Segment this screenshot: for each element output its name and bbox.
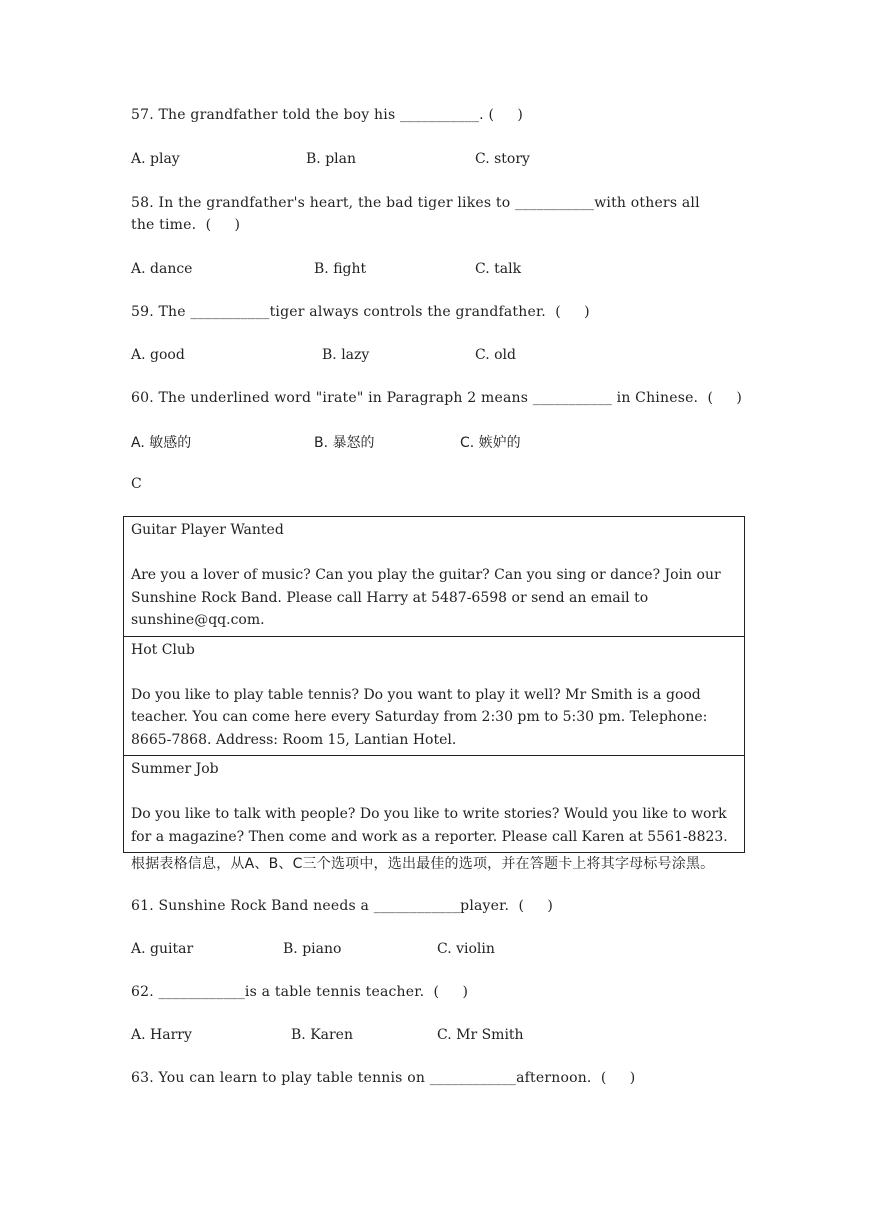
ad-body: Do you like to talk with people? Do you like to write stories? Would you like to work for a magazine? Then come and work as a reporter. Please call Karen at 5561-8823. (131, 806, 728, 845)
option-a: A. dance (131, 261, 193, 277)
question-stem: 61. Sunshine Rock Band needs a ____________player. ( ) (131, 898, 554, 914)
option-c: C. violin (437, 941, 495, 957)
option-c: C. story (475, 151, 530, 167)
ad-summer-job (124, 755, 744, 852)
question-stem: 59. The ___________tiger always controls the grandfather. ( ) (131, 304, 590, 320)
ad-title: Hot Club (131, 641, 195, 658)
question-stem: 62. ____________is a table tennis teacher. ( ) (131, 984, 469, 1000)
option-b: B. piano (283, 941, 342, 957)
option-a: A. play (131, 151, 180, 167)
option-b: B. plan (306, 151, 356, 167)
ad-guitar-player (124, 517, 744, 636)
option-c: C. Mr Smith (437, 1027, 524, 1043)
ad-hot-club (124, 636, 744, 756)
option-b: B. fight (314, 261, 367, 277)
section-letter: C (131, 476, 142, 492)
question-stem-line-1: 58. In the grandfather's heart, the bad tiger likes to ___________with others all (131, 195, 700, 211)
ad-title: Summer Job (131, 761, 219, 777)
option-b: B. lazy (322, 347, 370, 363)
question-stem: 57. The grandfather told the boy his ___________. ( ) (131, 107, 524, 123)
option-a: A. good (131, 347, 185, 363)
ad-title: Guitar Player Wanted (131, 522, 284, 538)
question-stem: 63. You can learn to play table tennis on ____________afternoon. ( ) (131, 1070, 636, 1086)
option-b: B. 暴怒的 (314, 435, 375, 451)
option-b: B. Karen (291, 1027, 353, 1043)
option-c: C. old (475, 347, 516, 363)
option-a: A. 敏感的 (131, 435, 192, 451)
option-c: C. 嫉妒的 (460, 435, 521, 451)
ad-body: Do you like to play table tennis? Do you want to play it well? Mr Smith is a good teacher. You can come here every Saturday from 2:30 pm to 5:30 pm. Telephone: 8665-7868. Address: Room 15, Lantian Hotel. (131, 686, 708, 748)
ad-table (123, 516, 745, 853)
question-stem: 60. The underlined word "irate" in Paragraph 2 means ___________ in Chinese. ( ) (131, 390, 743, 406)
option-a: A. guitar (131, 941, 194, 957)
option-a: A. Harry (131, 1027, 192, 1043)
ad-body: Are you a lover of music? Can you play the guitar? Can you sing or dance? Join our Sunshine Rock Band. Please call Harry at 5487-6598 or send an email to sunshine@qq.com. (131, 567, 721, 628)
option-c: C. talk (475, 261, 522, 277)
question-stem-line-2: the time. ( ) (131, 217, 241, 233)
instruction: 根据表格信息，从A、B、C三个选项中，选出最佳的选项，并在答题卡上将其字母标号涂黑。 (131, 856, 715, 872)
